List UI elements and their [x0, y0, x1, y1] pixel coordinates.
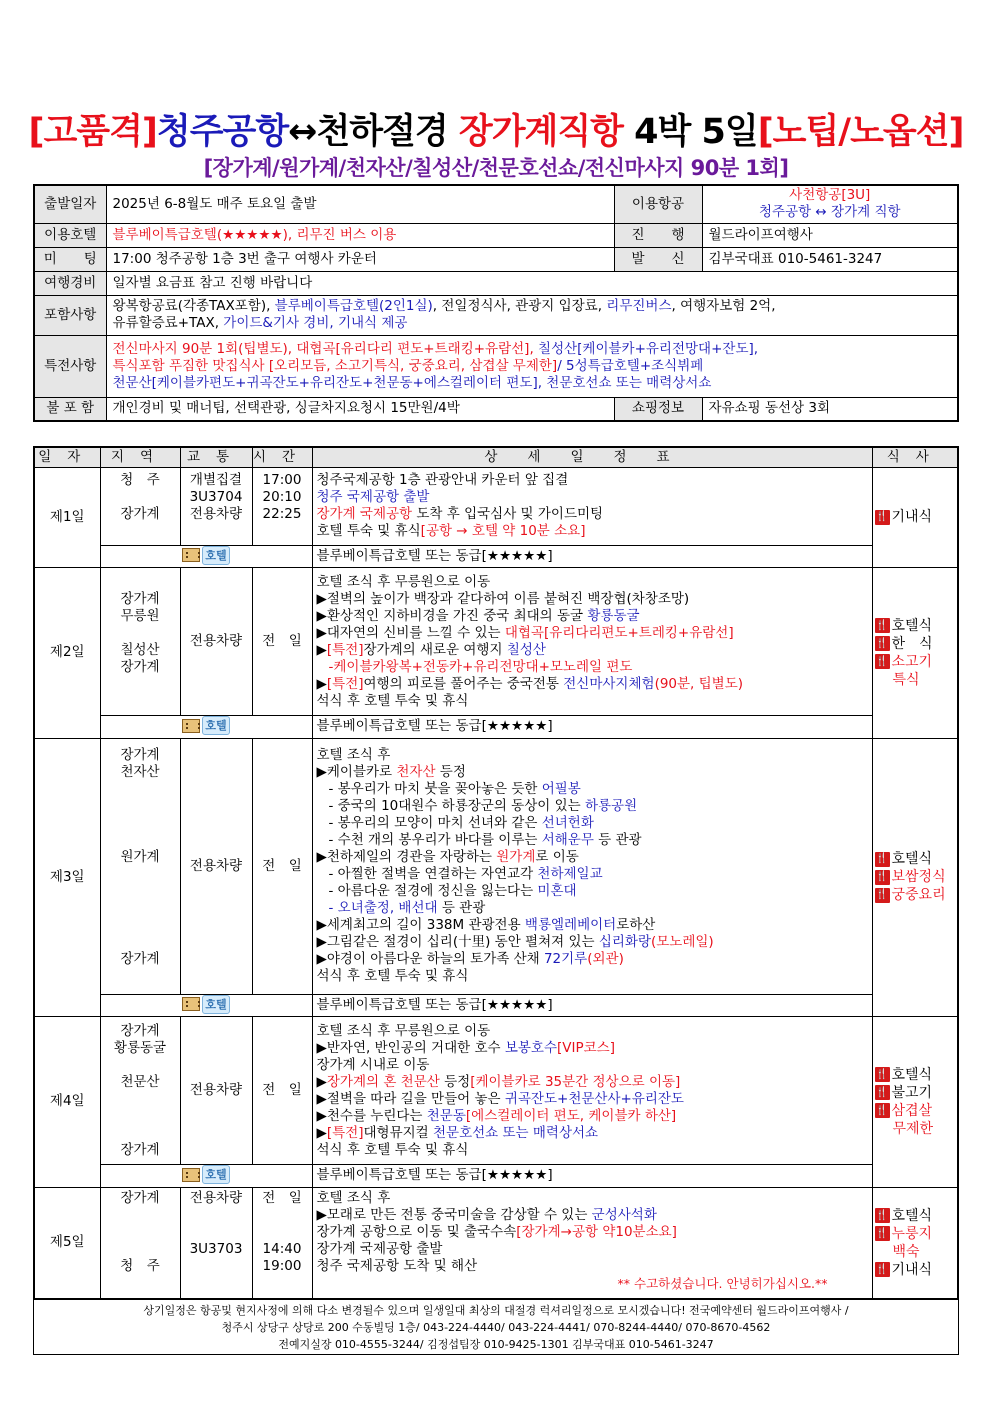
day2-time: 전 일 [252, 568, 312, 716]
day3-transport: 전용차량 [180, 738, 252, 994]
day3-region: 장가계 천자산 원가계 장가계 [100, 738, 180, 994]
page-title: [고품격]청주공항↔천하절경 장가계직항 4박 5일[노팁/노옵션] [28, 112, 964, 152]
fork-knife-icon: 🍴 [875, 1103, 890, 1118]
day3-time: 전 일 [252, 738, 312, 994]
special-value: 전신마사지 90분 1회(팁별도), 대협곡[유리다리 편도+트래킹+유람선], 칠성산[케이블카+유리전망대+잔도], 특식포함 푸짐한 맛집식사 [오리모듬, 소고기특식, 궁중요리, 삼겹살 무제한]/ 5성특급호텔+조식뷔페 천문산[케이블카편도+귀곡잔도+유리잔도+천문동+에스컬레이터 편도], 천문호선쇼 또는 매력상서쇼 [106, 335, 958, 397]
fork-knife-icon: 🍴 [875, 1085, 890, 1100]
meeting-label: 미 팅 [34, 247, 106, 271]
day4-time: 전 일 [252, 1017, 312, 1165]
day4-detail: 호텔 조식 후 무릉원으로 이동 ▶반자연, 반인공의 거대한 호수 보봉호수[VIP코스] 장가계 시내로 이동 ▶장가계의 혼 천문산 등정[케이블카로 35분간 정상으로 이동] ▶절벽을 따라 길을 만들어 놓은 귀곡잔도+천문산사+유리잔도 ▶천수를 누린다는 천문동[에스컬레이터 편도, 케이블카 하산] ▶[특전]대형뮤지컬 천문호선쇼 또는 매력상서쇼 석식 후 호텔 투숙 및 휴식 [312, 1017, 872, 1165]
airline-label: 이용항공 [614, 185, 702, 223]
fork-knife-icon: 🍴 [875, 636, 890, 651]
excluded-label: 불 포 함 [34, 397, 106, 421]
day5-time: 전 일 14:40 19:00 [252, 1187, 312, 1299]
airline-value: 사천항공[3U] 청주공항 ↔ 장가계 직항 [702, 185, 958, 223]
hotel-building-icon [182, 997, 200, 1011]
day1-meals: 🍴 기내식 [872, 467, 958, 568]
day2-label: 제2일 [34, 568, 100, 739]
day4-label: 제4일 [34, 1017, 100, 1188]
fork-knife-icon: 🍴 [875, 1262, 890, 1277]
day5-row [34, 1187, 958, 1299]
day3-label: 제3일 [34, 738, 100, 1017]
included-label: 포함사항 [34, 295, 106, 335]
day4-transport: 전용차량 [180, 1017, 252, 1165]
day2-hotel: 블루베이특급호텔 또는 동급[★★★★★] [312, 716, 872, 739]
sender-label: 발 신 [614, 247, 702, 271]
day4-hotel-row: 호텔 블루베이특급호텔 또는 동급[★★★★★] [34, 1165, 958, 1188]
day4-hotel: 블루베이특급호텔 또는 동급[★★★★★] [312, 1165, 872, 1188]
day5-detail: 호텔 조식 후 ▶모래로 만든 전통 중국미술을 감상할 수 있는 군성사석화 장가계 공항으로 이동 및 출국수속[장가계→공항 약10분소요] 장가계 국제공항 출발 청주 국제공항 도착 및 해산 ** 수고하셨습니다. 안녕히가십시오.** [312, 1187, 872, 1299]
fork-knife-icon: 🍴 [875, 888, 890, 903]
schedule-header: 일자 지역 교통 시간 상세일정표 식사 [34, 447, 958, 467]
day2-meals: 🍴 호텔식 🍴 한 식 🍴 소고기 특식 [872, 568, 958, 739]
footer: 상기일정은 항공및 현지사정에 의해 다소 변경될수 있으며 일생일대 최상의 대절경 럭셔리일정으로 모시겠습니다! 전국예약센터 월드라이프여행사 / 청주시 상당구 상당로 200 수동빌딩 1층/ 043-224-4440/ 043-224-4441/ 070-8244-4440/ 070-8670-4562 전예지실장 010-4555-3244/ 김정섭팀장 010-9425-1301 김부국대표 010-5461-3247 [33, 1300, 959, 1355]
day1-label: 제1일 [34, 467, 100, 568]
hotel-building-icon [182, 1168, 200, 1182]
day4-meals: 🍴 호텔식 🍴 불고기 🍴 삼겹살 무제한 [872, 1017, 958, 1188]
day2-detail: 호텔 조식 후 무릉원으로 이동 ▶절벽의 높이가 백장과 같다하여 이름 붙혀진 백장협(차창조망) ▶환상적인 지하비경을 가진 중국 최대의 동굴 황룡동굴 ▶대자연의 신비를 느낄 수 있는 대협곡[유리다리편도+트레킹+유람선] ▶[특전]장가계의 새로운 여행지 칠성산 -케이블카왕복+전동카+유리전망대+모노레일 편도 ▶[특전]여행의 피로를 풀어주는 중국전통 전신마사지체험(90분, 팁별도) 석식 후 호텔 투숙 및 휴식 [312, 568, 872, 716]
day1-hotel-row [34, 545, 958, 568]
cost-value: 일자별 요금표 참고 진행 바랍니다 [106, 271, 958, 295]
day1-row [34, 467, 958, 545]
departure-value: 2025년 6-8월도 매주 토요일 출발 [106, 185, 614, 223]
day3-hotel-row: 호텔 블루베이특급호텔 또는 동급[★★★★★] [34, 994, 958, 1017]
day1-transport: 개별집결 3U3704 전용차량 [180, 467, 252, 545]
fork-knife-icon: 🍴 [875, 1067, 890, 1082]
info-table [33, 184, 959, 422]
included-value: 왕복항공료(각종TAX포함), 블루베이특급호텔(2인1실), 전일정식사, 관광지 입장료, 리무진버스, 여행자보험 2억, 유류할증료+TAX, 가이드&기사 경비, 기내식 제공 [106, 295, 958, 335]
day3-row [34, 738, 958, 994]
day4-row [34, 1017, 958, 1165]
schedule-table [33, 446, 959, 1300]
meeting-value: 17:00 청주공항 1층 3번 출구 여행사 카운터 [106, 247, 614, 271]
day2-row [34, 568, 958, 716]
day3-hotel: 블루베이특급호텔 또는 동급[★★★★★] [312, 994, 872, 1017]
day5-transport: 전용차량 3U3703 [180, 1187, 252, 1299]
day1-hotel: 블루베이특급호텔 또는 동급[★★★★★] [312, 545, 872, 568]
day2-hotel-row: 호텔 블루베이특급호텔 또는 동급[★★★★★] [34, 716, 958, 739]
fork-knife-icon: 🍴 [875, 510, 890, 525]
day1-region: 청 주 장가계 [100, 467, 180, 545]
special-label: 특전사항 [34, 335, 106, 397]
day1-time: 17:00 20:10 22:25 [252, 467, 312, 545]
day5-meals: 🍴 호텔식 🍴 누룽지 백숙 🍴 기내식 [872, 1187, 958, 1299]
fork-knife-icon: 🍴 [875, 618, 890, 633]
fork-knife-icon: 🍴 [875, 1226, 890, 1241]
fork-knife-icon: 🍴 [875, 1208, 890, 1223]
day3-detail: 호텔 조식 후 ▶케이블카로 천자산 등정 - 봉우리가 마치 붓을 꽂아놓은 듯한 어필봉 - 중국의 10대원수 하룡장군의 동상이 있는 하룡공원 - 봉우리의 모양이 마치 선녀와 같은 선녀헌화 - 수천 개의 봉우리가 바다를 이루는 서해운무 등 관광 ▶천하제일의 경관을 자랑하는 원가계로 이동 - 아찔한 절벽을 연결하는 자연교각 천하제일교 - 아름다운 절경에 정신을 잃는다는 미혼대 - 오녀출정, 배선대 등 관광 ▶세계최고의 길이 338M 관광전용 백룡엘레베이터로하산 ▶그림같은 절경이 십리(十里) 동안 펼쳐져 있는 십리화랑(모노레일) ▶야경이 아름다운 하늘의 토가족 산채 72기루(외관) 석식 후 호텔 투숙 및 휴식 [312, 738, 872, 994]
day4-region: 장가계 황룡동굴 천문산 장가계 [100, 1017, 180, 1165]
cost-label: 여행경비 [34, 271, 106, 295]
shopping-label: 쇼핑정보 [614, 397, 702, 421]
hotel-label: 이용호텔 [34, 223, 106, 247]
day3-meals: 🍴 호텔식 🍴 보쌈정식 🍴 궁중요리 [872, 738, 958, 1017]
hotel-value: 블루베이특급호텔(★★★★★), 리무진 버스 이용 [106, 223, 614, 247]
page-subtitle: [장가계/원가계/천자산/칠성산/천문호선쇼/전신마사지 90분 1회] [203, 156, 789, 180]
progress-value: 월드라이프여행사 [702, 223, 958, 247]
day5-label: 제5일 [34, 1187, 100, 1299]
day2-region: 장가계 무릉원 칠성산 장가계 [100, 568, 180, 716]
day5-region: 장가계 청 주 [100, 1187, 180, 1299]
hotel-building-icon [182, 719, 200, 733]
hotel-building-icon [182, 548, 200, 562]
shopping-value: 자유쇼핑 동선상 3회 [702, 397, 958, 421]
sender-value: 김부국대표 010-5461-3247 [702, 247, 958, 271]
departure-label: 출발일자 [34, 185, 106, 223]
progress-label: 진 행 [614, 223, 702, 247]
excluded-value: 개인경비 및 매너팁, 선택관광, 싱글차지요청시 15만원/4박 [106, 397, 614, 421]
day2-transport: 전용차량 [180, 568, 252, 716]
fork-knife-icon: 🍴 [875, 852, 890, 867]
fork-knife-icon: 🍴 [875, 870, 890, 885]
day1-detail: 청주국제공항 1층 관광안내 카운터 앞 집결 청주 국제공항 출발 장가계 국제공항 도착 후 입국심사 및 가이드미팅 호텔 투숙 및 휴식[공항 → 호텔 약 10분 소요] [312, 467, 872, 545]
fork-knife-icon: 🍴 [875, 654, 890, 669]
day1-hotel-icon-cell: 호텔 [100, 545, 312, 568]
